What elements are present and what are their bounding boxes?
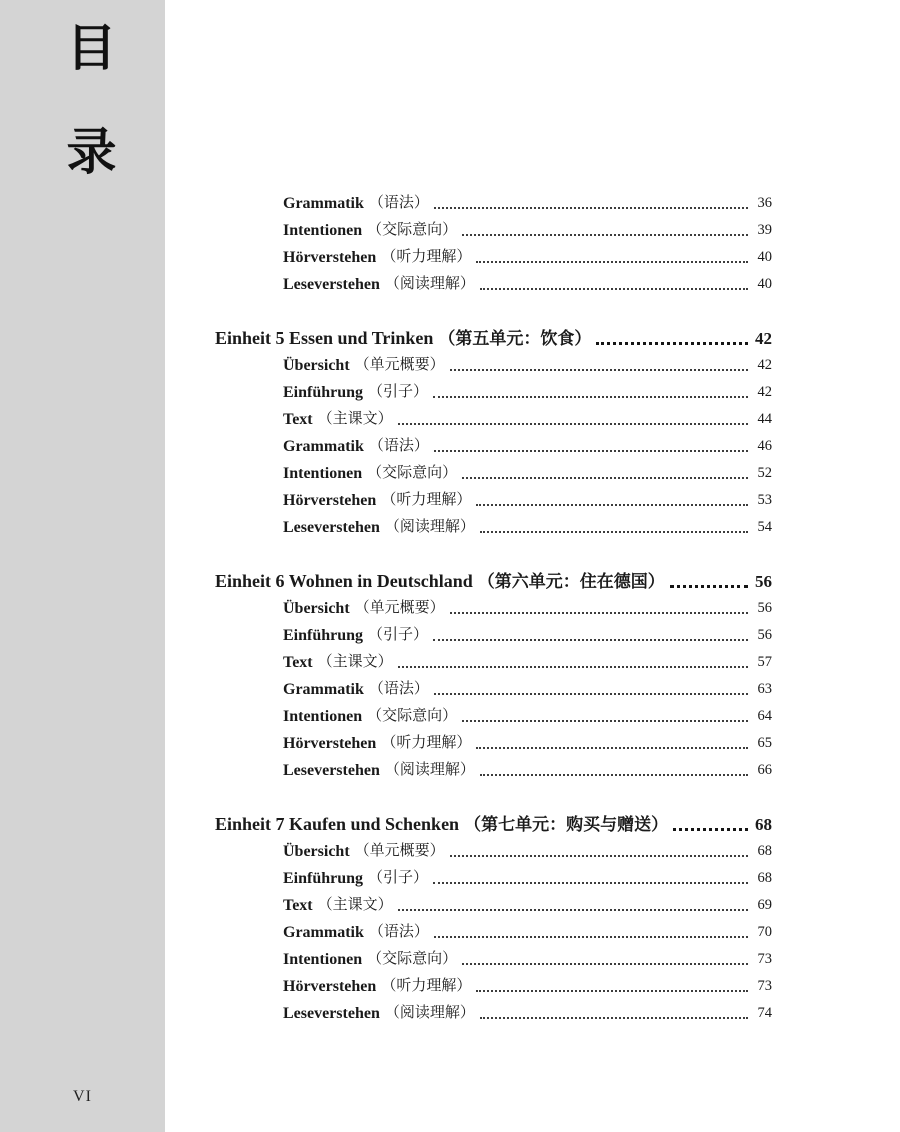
toc-group	[215, 325, 772, 541]
toc-entry	[283, 757, 772, 784]
toc-entry	[283, 217, 772, 244]
toc-entry-page-number: 42	[757, 357, 772, 373]
toc-entry-title-chinese: （听力理解）	[381, 249, 472, 265]
toc-entry-page-number: 63	[757, 681, 772, 697]
toc-entry-title-german: Übersicht	[283, 357, 350, 374]
toc-entry-page-number: 36	[757, 195, 772, 211]
toc-entry-title-chinese: （阅读理解）	[384, 276, 475, 292]
toc-section-header-title-chinese: （第七单元：购买与赠送）	[464, 815, 669, 834]
toc-entry	[283, 433, 772, 460]
toc-group	[215, 568, 772, 784]
toc-entry-page-number: 44	[757, 411, 772, 427]
toc-entry-title-german: Leseverstehen	[283, 762, 380, 779]
toc-entry-title-german: Intentionen	[283, 708, 363, 725]
toc-entry-title-chinese: （引子）	[368, 384, 429, 400]
toc-entry-page-number: 69	[757, 897, 772, 913]
toc-entry-title-chinese: （语法）	[368, 438, 429, 454]
sidebar	[0, 0, 165, 1132]
toc-entry-title-chinese: （阅读理解）	[384, 1005, 475, 1021]
dot-leader	[670, 568, 748, 588]
toc-entry-title-german: Intentionen	[283, 222, 363, 239]
dot-leader	[433, 865, 748, 884]
toc-entry	[283, 244, 772, 271]
toc-entry	[283, 676, 772, 703]
toc-entry-page-number: 64	[757, 708, 772, 724]
toc-entry	[283, 352, 772, 379]
toc-entry-title-german: Übersicht	[283, 600, 350, 617]
dot-leader	[433, 379, 748, 398]
dot-leader	[673, 811, 748, 831]
toc-entry-title-german: Übersicht	[283, 843, 350, 860]
toc-entry-page-number: 68	[757, 870, 772, 886]
toc-entry	[283, 892, 772, 919]
toc-entry-title-chinese: （引子）	[368, 870, 429, 886]
toc-entry-title-german: Hörverstehen	[283, 492, 377, 509]
toc-entry-title-german: Leseverstehen	[283, 276, 380, 293]
page-folio: VI	[73, 1088, 92, 1105]
toc-section-header-page-number: 56	[755, 572, 772, 591]
toc-entry-page-number: 70	[757, 924, 772, 940]
toc-entry-title-chinese: （语法）	[368, 195, 429, 211]
toc-entry-page-number: 57	[757, 654, 772, 670]
toc-entry-page-number: 73	[757, 978, 772, 994]
toc-entry-title-german: Einführung	[283, 384, 364, 401]
toc-entry-title-chinese: （听力理解）	[381, 735, 472, 751]
toc-entry-page-number: 40	[757, 276, 772, 292]
toc-entry-page-number: 68	[757, 843, 772, 859]
toc-entry-page-number: 56	[757, 600, 772, 616]
dot-leader	[480, 514, 748, 533]
toc-entry-title-chinese: （主课文）	[317, 654, 393, 670]
dot-leader	[450, 595, 748, 614]
toc-entry	[283, 973, 772, 1000]
dot-leader	[398, 406, 748, 425]
dot-leader	[462, 460, 748, 479]
toc-entry-title-chinese: （单元概要）	[354, 843, 445, 859]
toc-group	[215, 190, 772, 298]
toc-section-header-title-chinese: （第六单元：住在德国）	[477, 572, 665, 591]
toc-entry	[283, 703, 772, 730]
toc-entry-title-chinese: （交际意向）	[367, 708, 458, 724]
toc-section-header-page-number: 42	[755, 329, 772, 348]
toc-entry-title-german: Leseverstehen	[283, 1005, 380, 1022]
toc-entry	[283, 379, 772, 406]
dot-leader	[398, 649, 748, 668]
dot-leader	[476, 244, 748, 263]
toc-entry-title-german: Text	[283, 897, 313, 914]
toc-entry-title-chinese: （阅读理解）	[384, 762, 475, 778]
dot-leader	[476, 973, 748, 992]
dot-leader	[462, 217, 748, 236]
toc-entry-page-number: 46	[757, 438, 772, 454]
toc-entry-title-chinese: （单元概要）	[354, 357, 445, 373]
toc-entry-title-chinese: （引子）	[368, 627, 429, 643]
toc-entry	[283, 1000, 772, 1027]
toc-entry-page-number: 40	[757, 249, 772, 265]
dot-leader	[434, 919, 748, 938]
toc-entry-title-german: Hörverstehen	[283, 249, 377, 266]
toc-entry-title-chinese: （听力理解）	[381, 492, 472, 508]
toc-entry	[283, 514, 772, 541]
toc-entry	[283, 487, 772, 514]
toc-entry	[283, 406, 772, 433]
toc-entry-title-chinese: （语法）	[368, 681, 429, 697]
toc-section-header-page-number: 68	[755, 815, 772, 834]
dot-leader	[480, 1000, 748, 1019]
toc-section-header-title-german: Einheit 6 Wohnen in Deutschland	[215, 571, 473, 591]
toc-entry	[283, 838, 772, 865]
toc-entry-title-chinese: （交际意向）	[367, 222, 458, 238]
dot-leader	[596, 325, 748, 345]
toc-entry-title-chinese: （主课文）	[317, 897, 393, 913]
dot-leader	[434, 676, 748, 695]
toc-section-header	[215, 811, 772, 838]
toc-entry-page-number: 66	[757, 762, 772, 778]
toc-entry	[283, 649, 772, 676]
toc-entry-title-german: Intentionen	[283, 465, 363, 482]
toc-section-header-title-german: Einheit 5 Essen und Trinken	[215, 328, 434, 348]
toc-entry-title-german: Einführung	[283, 870, 364, 887]
toc-section-header	[215, 325, 772, 352]
dot-leader	[450, 352, 748, 371]
toc-entry-page-number: 54	[757, 519, 772, 535]
dot-leader	[462, 946, 748, 965]
dot-leader	[433, 622, 748, 641]
toc-section-header	[215, 568, 772, 595]
toc-list	[215, 190, 772, 1027]
toc-entry-title-german: Grammatik	[283, 438, 364, 455]
toc-entry-title-chinese: （单元概要）	[354, 600, 445, 616]
toc-entry-title-german: Leseverstehen	[283, 519, 380, 536]
dot-leader	[434, 190, 748, 209]
dot-leader	[480, 271, 748, 290]
contents-title	[0, 0, 165, 181]
toc-section-header-title-chinese: （第五单元：饮食）	[438, 329, 592, 348]
toc-entry-title-german: Intentionen	[283, 951, 363, 968]
dot-leader	[476, 487, 748, 506]
contents-title-char-lu: 录	[66, 123, 117, 181]
toc-entry-title-german: Grammatik	[283, 924, 364, 941]
toc-entry-title-chinese: （听力理解）	[381, 978, 472, 994]
dot-leader	[450, 838, 748, 857]
toc-entry-title-german: Text	[283, 411, 313, 428]
toc-entry	[283, 595, 772, 622]
dot-leader	[462, 703, 748, 722]
toc-entry	[283, 622, 772, 649]
toc-entry-title-german: Hörverstehen	[283, 735, 377, 752]
toc-group	[215, 811, 772, 1027]
toc-entry-title-chinese: （交际意向）	[367, 465, 458, 481]
toc-entry-title-german: Text	[283, 654, 313, 671]
toc-entry	[283, 190, 772, 217]
toc-entry-page-number: 56	[757, 627, 772, 643]
toc-entry	[283, 730, 772, 757]
toc-entry-page-number: 52	[757, 465, 772, 481]
toc-entry-title-chinese: （阅读理解）	[384, 519, 475, 535]
toc-entry-title-chinese: （语法）	[368, 924, 429, 940]
toc-entry-title-german: Einführung	[283, 627, 364, 644]
toc-entry-page-number: 65	[757, 735, 772, 751]
toc-entry-title-chinese: （交际意向）	[367, 951, 458, 967]
dot-leader	[480, 757, 748, 776]
contents-title-char-mu: 目	[66, 19, 117, 77]
toc-entry-page-number: 39	[757, 222, 772, 238]
toc-entry-title-german: Grammatik	[283, 681, 364, 698]
toc-section-header-title-german: Einheit 7 Kaufen und Schenken	[215, 814, 460, 834]
toc-entry-title-chinese: （主课文）	[317, 411, 393, 427]
dot-leader	[476, 730, 748, 749]
toc-entry-page-number: 74	[757, 1005, 772, 1021]
dot-leader	[398, 892, 748, 911]
dot-leader	[434, 433, 748, 452]
toc-entry	[283, 865, 772, 892]
toc-entry	[283, 460, 772, 487]
toc-entry	[283, 919, 772, 946]
toc-entry-title-german: Hörverstehen	[283, 978, 377, 995]
toc-entry-page-number: 42	[757, 384, 772, 400]
toc-entry-page-number: 53	[757, 492, 772, 508]
toc-entry	[283, 271, 772, 298]
toc-entry-title-german: Grammatik	[283, 195, 364, 212]
toc-entry	[283, 946, 772, 973]
toc-entry-page-number: 73	[757, 951, 772, 967]
